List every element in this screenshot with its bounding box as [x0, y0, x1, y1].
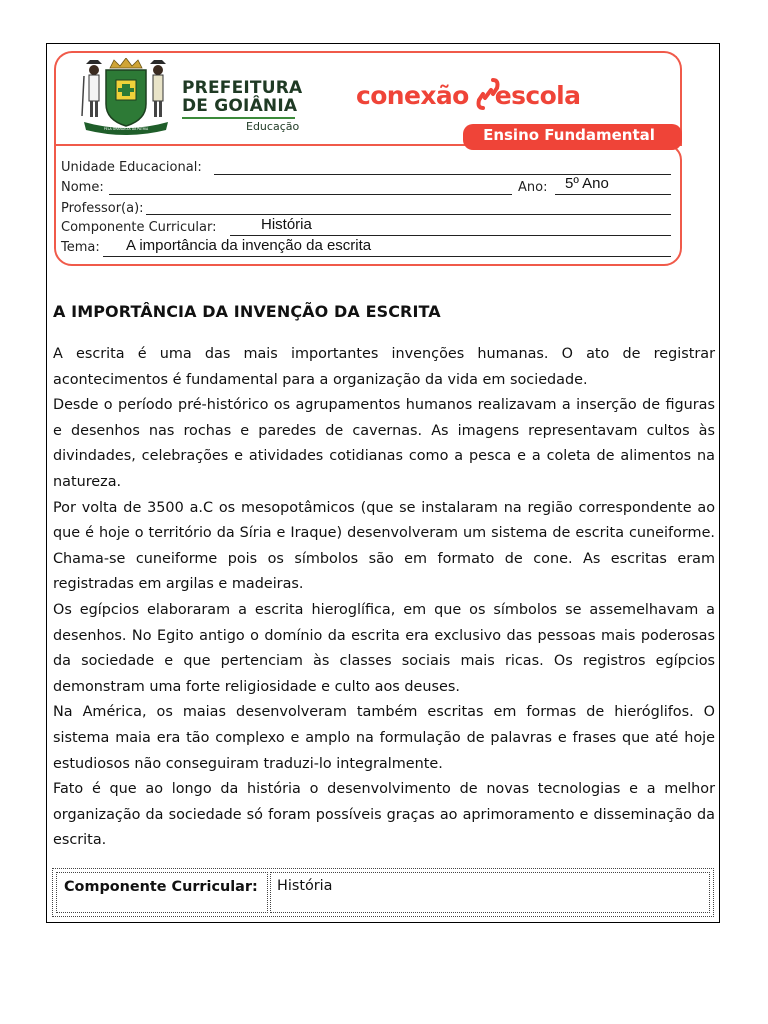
prefeitura-department: Educação — [246, 120, 300, 133]
paragraph-1: A escrita é uma das mais importantes invenções humanas. O ato de registrar acontecimentos é fundamental para a organização da vida em sociedade. — [53, 346, 715, 388]
prefeitura-title-line1: PREFEITURA — [182, 78, 303, 98]
tema-label: Tema: — [61, 240, 100, 255]
prefeitura-title-line2: DE GOIÂNIA — [182, 96, 298, 116]
chain-link-icon — [473, 76, 503, 112]
logo-word-escola: escola — [494, 81, 581, 110]
nome-field[interactable] — [109, 194, 512, 195]
componente-label: Componente Curricular: — [61, 220, 217, 235]
prefeitura-underline — [182, 117, 295, 119]
footer-table — [52, 868, 714, 917]
level-tab-label: Ensino Fundamental — [483, 126, 655, 144]
componente-value: História — [261, 216, 312, 233]
article-body — [53, 342, 715, 854]
goiania-crest-logo — [78, 58, 174, 136]
footer-table-value-cell — [270, 872, 710, 913]
ano-label: Ano: — [518, 180, 548, 195]
article-title: A IMPORTÂNCIA DA INVENÇÃO DA ESCRITA — [53, 302, 441, 321]
footer-table-key: Componente Curricular: — [64, 879, 258, 895]
nome-label: Nome: — [61, 180, 104, 195]
paragraph-3: Por volta de 3500 a.C os mesopotâmicos (que se instalaram na região correspondente ao que é hoje o território da Síria e Iraque) desenvolveram um sistema de escrita cuneiforme. Chama-se cuneiforme pois os símbolos são em formato de cone. As escritas eram registradas em argilas e madeiras. — [53, 499, 715, 593]
ano-field[interactable] — [555, 194, 671, 195]
paragraph-6: Fato é que ao longo da história o desenvolvimento de novas tecnologias e a melhor organização da sociedade só foram possíveis graças ao aprimoramento e disseminação da escrita. — [53, 781, 715, 849]
logo-word-conexao: conexão — [356, 81, 469, 110]
footer-table-key-cell — [56, 872, 268, 913]
paragraph-5: Na América, os maias desenvolveram também escritas em formas de hieróglifos. O sistema maia era tão complexo e amplo na formulação de palavras e frases que até hoje estudiosos não conseguiram traduzi-lo integralmente. — [53, 704, 715, 772]
ano-value: 5º Ano — [565, 175, 609, 192]
tema-field[interactable] — [103, 256, 671, 257]
footer-table-value: História — [277, 878, 333, 894]
componente-field[interactable] — [230, 235, 671, 236]
crest-ribbon-text: PELA GRANDEZA DA PÁTRIA — [103, 127, 149, 131]
paragraph-4: Os egípcios elaboraram a escrita hieroglífica, em que os símbolos se assemelhavam a desenhos. No Egito antigo o domínio da escrita era exclusivo das pessoas mais poderosas da sociedade e que pertenciam às classes sociais mais ricas. Os registros egípcios demonstram uma forte religiosidade e culto aos deuses. — [53, 601, 715, 695]
unidade-label: Unidade Educacional: — [61, 160, 202, 175]
professor-label: Professor(a): — [61, 201, 144, 216]
conexao-escola-logo — [356, 81, 580, 110]
tema-value: A importância da invenção da escrita — [126, 237, 372, 254]
professor-field[interactable] — [146, 214, 671, 215]
paragraph-2: Desde o período pré-histórico os agrupamentos humanos realizavam a inserção de figuras e desenhos nas rochas e paredes de cavernas. As imagens representavam cultos às divindades, celebrações e atividades cotidianas como a pesca e a coleta de alimentos na natureza. — [53, 397, 715, 490]
